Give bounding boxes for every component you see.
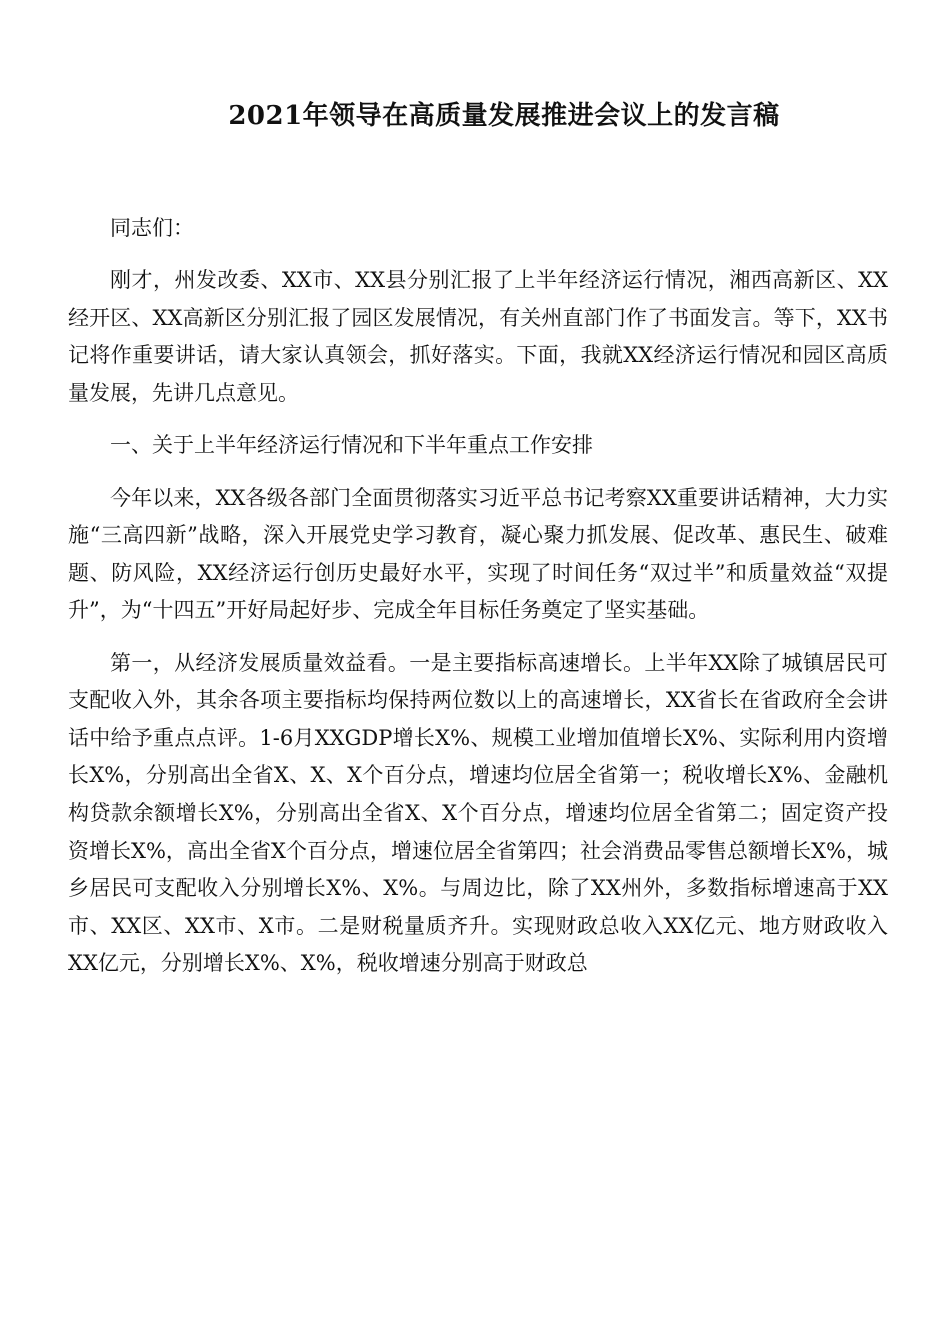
document-title: 2021年领导在高质量发展推进会议上的发言稿 (228, 101, 780, 131)
paragraph-greeting: 同志们： (110, 216, 194, 240)
paragraph-overview: 今年以来，XX各级各部门全面贯彻落实习近平总书记考察XX重要讲话精神，大力实施“三高四新”战略，深入开展党史学习教育，凝心聚力抓发展、促改革、惠民生、破难题、防风险，XX经济运行创历史最好水平，实现了时间任务“双过半”和质量效益“双提升”，为“十四五”开好局起好步、完成全年目标任务奠定了坚实基础。 (68, 485, 888, 623)
paragraph-quality-efficiency: 第一，从经济发展质量效益看。一是主要指标高速增长。上半年XX除了城镇居民可支配收入外，其余各项主要指标均保持两位数以上的高速增长，XX省长在省政府全会讲话中给予重点点评。1-6月XXGDP增长X%、规模工业增加值增长X%、实际利用内资增长X%，分别高出全省X、X、X个百分点，增速均位居全省第一；税收增长X%、金融机构贷款余额增长X%，分别高出全省X、X个百分点，增速均位居全省第二；固定资产投资增长X%，高出全省X个百分点，增速位居全省第四；社会消费品零售总额增长X%，城乡居民可支配收入分别增长X%、X%。与周边比，除了XX州外，多数指标增速高于XX市、XX区、XX市、X市。二是财税量质齐升。实现财政总收入XX亿元、地方财政收入XX亿元，分别增长X%、X%，税收增速分别高于财政总 (68, 650, 888, 976)
paragraph-intro: 刚才，州发改委、XX市、XX县分别汇报了上半年经济运行情况，湘西高新区、XX经开区、XX高新区分别汇报了园区发展情况，有关州直部门作了书面发言。等下，XX书记将作重要讲话，请大家认真领会，抓好落实。下面，我就XX经济运行情况和园区高质量发展，先讲几点意见。 (68, 268, 888, 406)
section-heading-1: 一、关于上半年经济运行情况和下半年重点工作安排 (110, 433, 593, 458)
document-body (68, 210, 888, 998)
